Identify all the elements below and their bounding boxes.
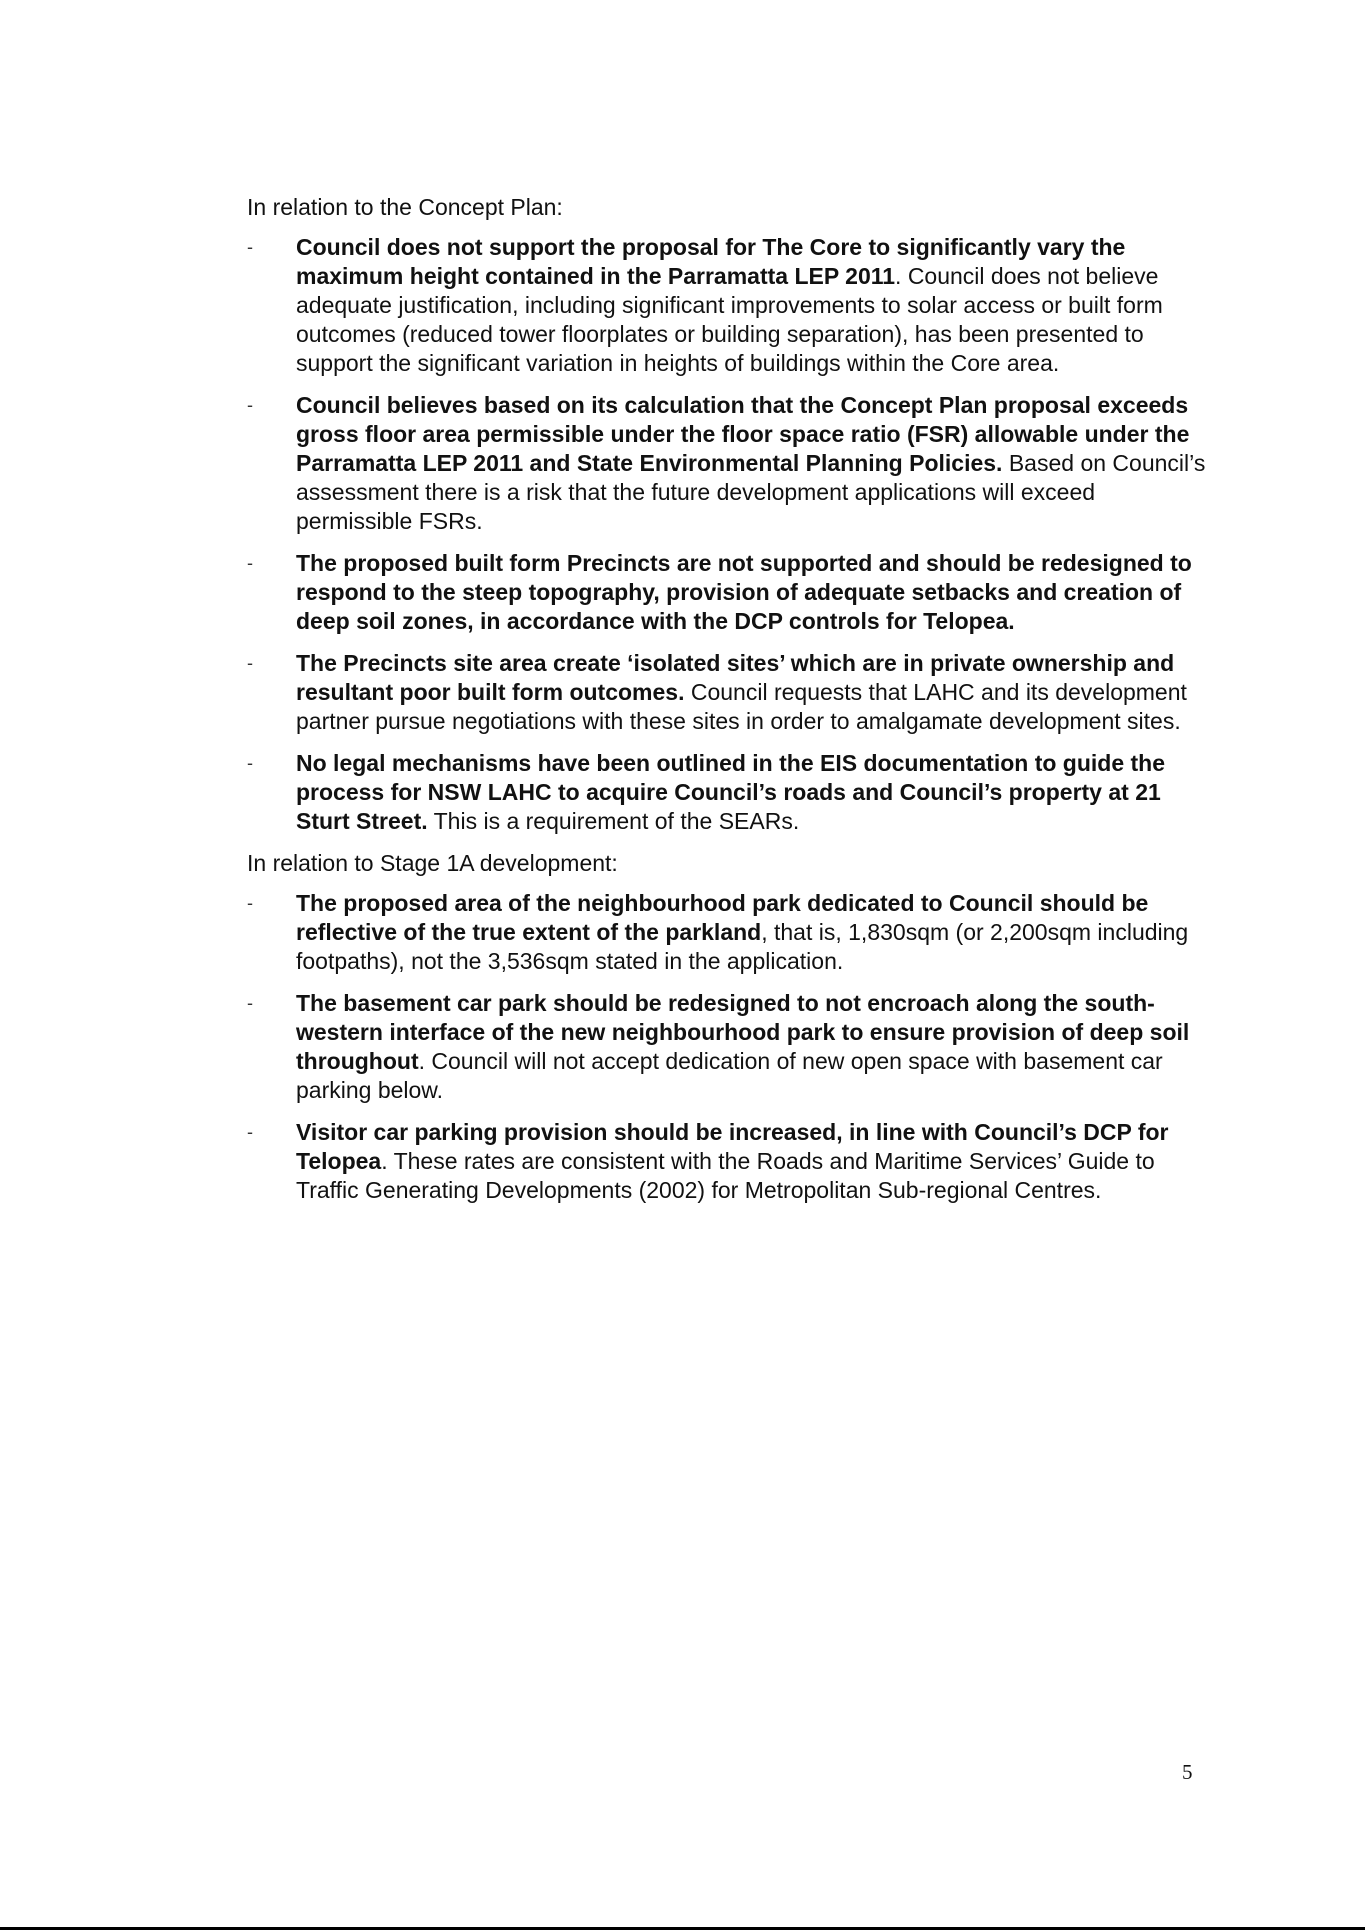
concept-plan-item-height [247,233,1207,378]
stage-1a-item-park-area [247,889,1207,976]
bullet-dash: - [247,395,253,415]
concept-plan-list [247,233,1207,836]
concept-plan-intro: In relation to the Concept Plan: [247,194,563,220]
bullet-bold-text: Visitor car parking provision should be increased, in line with Council’s DCP for Telopea [296,1119,1169,1174]
stage-1a-item-visitor-parking [247,1118,1207,1205]
concept-plan-item-fsr [247,391,1207,536]
bullet-dash: - [247,553,253,573]
bullet-dash: - [247,653,253,673]
bullet-bold-text: The proposed built form Precincts are not supported and should be redesigned to respond to the steep topography, provision of adequate setbacks and creation of deep soil zones, in accordance with the DCP controls for Telopea. [296,550,1192,634]
bullet-text: . These rates are consistent with the Roads and Maritime Services’ Guide to Traffic Generating Developments (2002) for Metropolitan Sub-regional Centres. [296,1148,1155,1203]
bullet-bold-text: The proposed area of the neighbourhood park dedicated to Council should be reflective of the true extent of the parkland [296,890,1149,945]
page-content [247,193,1207,1218]
bullet-bold-text: Council believes based on its calculation that the Concept Plan proposal exceeds gross floor area permissible under the floor space ratio (FSR) allowable under the Parramatta LEP 2011 and State Environmental Planning Policies. [296,392,1190,476]
bullet-text: . Council does not believe adequate justification, including significant improvements to solar access or built form outcomes (reduced tower floorplates or building separation), has been presented to support the significant variation in heights of buildings within the Core area. [296,263,1163,376]
concept-plan-item-isolated-sites [247,649,1207,736]
bullet-dash: - [247,753,253,773]
bullet-text: . Council will not accept dedication of new open space with basement car parking below. [296,1048,1163,1103]
bullet-text: This is a requirement of the SEARs. [427,808,800,834]
bullet-bold-text: Council does not support the proposal for The Core to significantly vary the maximum height contained in the Parramatta LEP 2011 [296,234,1126,289]
concept-plan-item-built-form [247,549,1207,636]
page-number: 5 [1182,1760,1193,1784]
bullet-bold-text: The basement car park should be redesigned to not encroach along the south-western interface of the new neighbourhood park to ensure provision of deep soil throughout [296,990,1190,1074]
bullet-dash: - [247,237,253,257]
bullet-text: Based on Council’s assessment there is a risk that the future development applications will exceed permissible FSRs. [296,450,1206,534]
bullet-bold-text: No legal mechanisms have been outlined in the EIS documentation to guide the process for NSW LAHC to acquire Council’s roads and Council’s property at 21 Sturt Street. [296,750,1166,834]
bullet-dash: - [247,993,253,1013]
stage-1a-list [247,889,1207,1205]
bullet-dash: - [247,893,253,913]
bullet-text: Council requests that LAHC and its development partner pursue negotiations with these sites in order to amalgamate development sites. [296,679,1187,734]
bullet-text: , that is, 1,830sqm (or 2,200sqm including footpaths), not the 3,536sqm stated in the application. [296,919,1189,974]
bullet-bold-text: The Precincts site area create ‘isolated sites’ which are in private ownership and resultant poor built form outcomes. [296,650,1175,705]
bullet-dash: - [247,1122,253,1142]
stage-1a-item-basement [247,989,1207,1105]
stage-1a-intro: In relation to Stage 1A development: [247,850,618,876]
concept-plan-item-legal [247,749,1207,836]
